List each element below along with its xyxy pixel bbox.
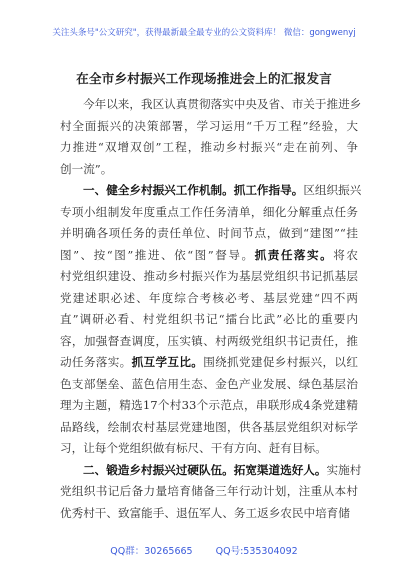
body-text: 品路线，绘制农村基层党建地图，供各基层党组织对标学 [60,419,358,434]
paragraph-line [60,116,358,138]
paragraph-line [60,374,358,396]
paragraph-line [60,352,358,374]
body-text: 创一流”。 [60,161,113,176]
document-body [60,94,362,524]
heading-text: 抓责任落实。 [254,247,334,262]
body-text: 村党组织建设、推动乡村振兴作为基层党组织书记抓基层 [60,269,358,283]
paragraph-line [60,288,358,310]
paragraph-line [60,202,358,224]
body-text: 图”、按“图”推进、依“图”督导。 [60,247,255,262]
paragraph-line [60,180,362,202]
body-text: 动任务落实。 [60,355,132,369]
body-text: 区组织振兴 [303,183,362,197]
footer-qq-group: QQ群：30265665 [110,546,193,557]
paragraph-line [60,223,358,245]
body-text: 容，加强督查调度，压实镇、村两级党组织书记责任，推 [60,333,358,348]
heading-text: 一、健全乡村振兴工作机制。 [83,183,234,197]
footer-qq-number: QQ号:535304092 [215,546,298,557]
body-text: 直”调研必看、村党组织书记“擂台比武”必比的重要内 [60,312,358,326]
body-text: 实施村 [326,462,362,477]
body-text: 将农 [333,247,358,262]
heading-text: 抓工作指导。 [233,183,304,197]
body-text: 党组织书记后备力量培育储备三年行动计划，注重从本村 [60,484,358,498]
paragraph-line [60,94,362,116]
paragraph-line [60,417,358,439]
paragraph-line [60,266,358,288]
body-text: 并明确各项任务的责任单位、时间节点，做到“建图”“挂 [60,226,358,240]
paragraph-line [60,137,358,159]
paragraph-line [60,395,358,417]
body-text: 今年以来，我区认真贯彻落实中央及省、市关于推进乡 [83,97,362,111]
body-text: 专项小组制发年度重点工作任务清单，细化分解重点任务 [60,204,358,219]
heading-text: 拓宽渠道选好人。 [233,462,327,477]
paragraph-line [60,309,358,331]
paragraph-line [60,159,358,181]
document-title: 在全市乡村振兴工作现场推进会上的汇报发言 [76,71,332,86]
body-text: 理为主题，精选17个村33个示范点，串联形成4条党建精 [60,398,358,412]
heading-text: 抓互学互比。 [131,355,204,369]
body-text: 围绕抓党建促乡村振兴，以红 [203,355,358,369]
paragraph-line [60,481,358,503]
body-text: 色支部堡垒、蓝色信用生态、金色产业发展、绿色基层治 [60,376,358,391]
paragraph-line [60,245,358,267]
body-text: 党建述职必述、年度综合考核必考、基层党建“四不两 [60,290,358,305]
body-text: 优秀村干、致富能手、退伍军人、务工返乡农民中培育储 [60,505,350,520]
paragraph-line [60,438,358,460]
body-text: 力推进“双增双创”工程，推动乡村振兴“走在前列、争 [60,140,358,154]
paragraph-line [60,331,358,353]
heading-text: 二、锻造乡村振兴过硬队伍。 [83,462,234,477]
paragraph-line [60,460,362,482]
footer-contact [0,543,408,557]
paragraph-line [60,503,358,525]
body-text: 村全面振兴的决策部署，学习运用“千万工程”经验，大 [60,118,358,133]
body-text: 习，让每个党组织做有标尺、干有方向、赶有目标。 [60,441,327,455]
header-promo-note: 关注头条号"公文研究"，获得最新最全最专业的公文资料库！ 微信：gongwenyj [52,28,356,38]
